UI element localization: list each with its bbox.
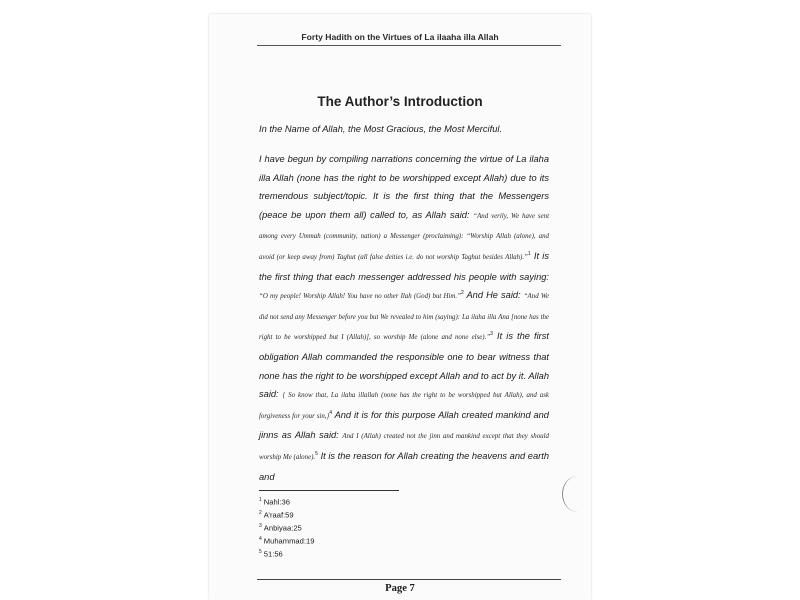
footnote-item — [259, 547, 314, 560]
footnote-text: Nahl:36 — [263, 497, 290, 507]
quote-3: “And We did not send any Messenger before you but We revealed to him (saying): La ilaha illa Ana [none has the right to be worshipped but I (Allah)], so worship Me (alone and none else).” — [259, 293, 549, 342]
body-text-5: And it is for this purpose Allah created mankind and jinns as Allah said: — [259, 409, 549, 441]
footnote-number: 3 — [259, 523, 262, 530]
footnote-ref-5: 5 — [315, 450, 318, 457]
quote-1: “And verily, We have sent among every Ummah (community, nation) a Messenger (proclaiming): “Worship Allah (alone), and avoid (or keep away from) Taghut (all false deities i.e. do not worship Taghut besides Allah).” — [259, 212, 549, 261]
body-text-3: And He said: — [466, 290, 521, 301]
footnote-ref-1: 1 — [527, 250, 531, 257]
page-curl-mark — [562, 476, 591, 512]
basmala: In the Name of Allah, the Most Gracious, the Most Merciful. — [259, 124, 503, 134]
footnote-text: Muhammad:19 — [263, 536, 315, 546]
body-text-1: I have begun by compiling narrations concerning the virtue of La ilaha illa Allah (none has the right to be worshipped except Allah) due to its tremendous subject/topic. It is the first thing that the Messengers (peace be upon them all) called to, as Allah said: — [259, 154, 549, 220]
body-text-6: It is the reason for Allah creating the heavens and earth and — [259, 450, 549, 482]
page-number: Page 7 — [385, 583, 415, 594]
running-head: Forty Hadith on the Virtues of La ilaaha illa Allah — [301, 32, 499, 42]
page-title: The Author’s Introduction — [317, 94, 483, 109]
footnote-item — [259, 521, 314, 534]
footnote-item — [259, 508, 314, 521]
quote-5: And I (Allah) created not the jinn and mankind except that they should worship Me (alone). — [259, 433, 549, 461]
footnote-number: 5 — [259, 549, 262, 556]
footnote-rule — [259, 490, 399, 491]
footnote-number: 1 — [259, 497, 262, 503]
footnote-item — [259, 534, 314, 547]
footnote-list — [259, 495, 314, 560]
footnote-text: A’raaf:59 — [263, 510, 294, 520]
footnote-ref-3: 3 — [490, 331, 493, 338]
quote-4: { So know that, La ilaha illallah (none has the right to be worshipped but Allah), and ask forgiveness for your sin,} — [259, 392, 549, 420]
body-paragraph — [259, 150, 549, 486]
header-rule — [257, 45, 561, 46]
body-text-4: It is the first obligation Allah commanded the responsible one to bear witness that none has the right to be worshipped except Allah and to act by it. Allah said: — [259, 331, 549, 400]
book-page — [209, 14, 591, 600]
footnote-text: Anbiyaa:25 — [263, 523, 302, 533]
footnote-item — [259, 495, 314, 508]
footer-rule — [257, 579, 561, 580]
footnote-ref-2: 2 — [460, 290, 464, 297]
footnote-text: 51:56 — [263, 549, 283, 559]
body-text-2: It is the first thing that each messenger addressed his people with saying: — [259, 250, 549, 282]
footnote-number: 2 — [259, 510, 262, 517]
footnote-number: 4 — [259, 536, 262, 543]
footnote-ref-4: 4 — [329, 409, 333, 416]
quote-2: “O my people! Worship Allah! You have no other Ilah (God) but Him.” — [259, 293, 461, 301]
